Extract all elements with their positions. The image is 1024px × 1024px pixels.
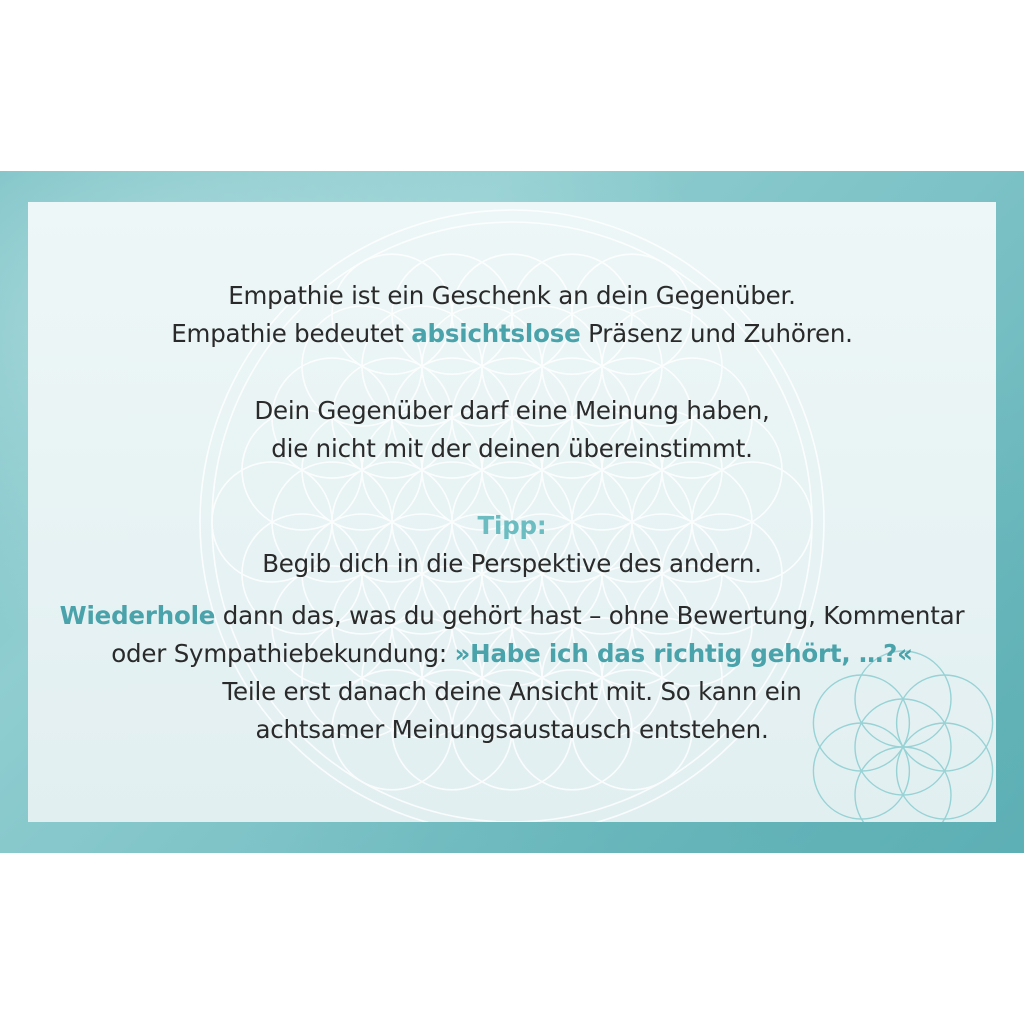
card-line-2: [28, 319, 996, 349]
teal-frame: [0, 171, 1024, 853]
card-line-7: [28, 601, 996, 631]
line-3-text: Dein Gegenüber darf eine Meinung haben,: [254, 396, 770, 425]
highlight-absichtslose: absichtslose: [411, 319, 581, 348]
line-1-text: Empathie ist ein Geschenk an dein Gegenüber.: [228, 281, 796, 310]
line-2-text-end: Präsenz und Zuhören.: [580, 319, 853, 348]
quote-card: [28, 202, 996, 822]
line-7-text: dann das, was du gehört hast – ohne Bewertung, Kommentar: [215, 601, 965, 630]
card-line-5: [28, 511, 996, 541]
tipp-heading: Tipp:: [477, 511, 547, 540]
highlight-wiederhole: Wiederhole: [59, 601, 216, 630]
line-4-text: die nicht mit der deinen übereinstimmt.: [271, 434, 753, 463]
line-8-text: oder Sympathiebekundung:: [111, 639, 455, 668]
line-6-text: Begib dich in die Perspektive des andern.: [262, 549, 762, 578]
card-line-9: [28, 677, 996, 707]
highlight-question: »Habe ich das richtig gehört, …?«: [454, 639, 913, 668]
line-9-text: Teile erst danach deine Ansicht mit. So kann ein: [222, 677, 802, 706]
card-line-6: [28, 549, 996, 579]
card-line-1: [28, 281, 996, 311]
card-line-4: [28, 434, 996, 464]
card-line-8: [28, 639, 996, 669]
card-line-10: [28, 715, 996, 745]
line-10-text: achtsamer Meinungsaustausch entstehen.: [255, 715, 769, 744]
line-2-text: Empathie bedeutet: [171, 319, 412, 348]
card-line-3: [28, 396, 996, 426]
card-text: [28, 202, 996, 822]
